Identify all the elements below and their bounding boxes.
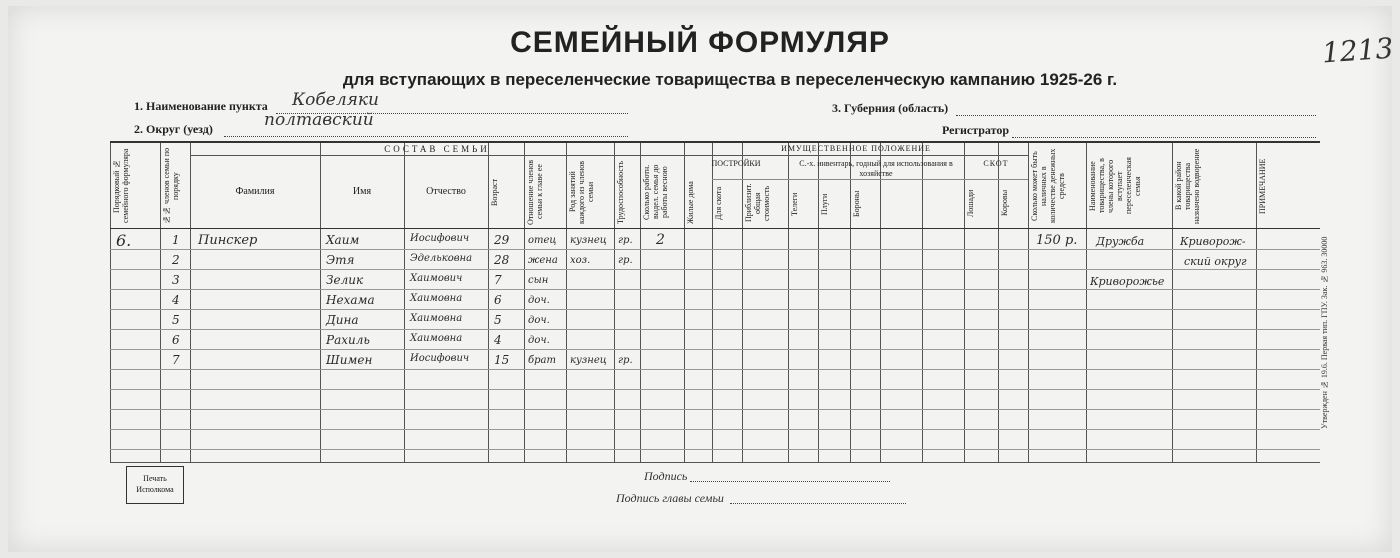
family-table bbox=[110, 141, 1320, 463]
field-province-label: 3. Губерния (область) bbox=[832, 101, 949, 115]
cell-order: 6. bbox=[116, 231, 132, 250]
header-carts: Телеги bbox=[790, 192, 799, 216]
cell-patronymic: Хаимовна bbox=[410, 333, 463, 344]
signature-line bbox=[690, 481, 890, 482]
cell-region: Криворож- bbox=[1180, 235, 1246, 248]
field-locality-value: Кобеляки bbox=[292, 90, 380, 110]
header-buildings: ПОСТРОЙКИ bbox=[711, 159, 761, 168]
header-partnership: Наименование товарищества, в члены которого вступает переселенческая семья bbox=[1088, 157, 1142, 215]
cell-region: ский округ bbox=[1184, 255, 1247, 268]
header-inventory: С.-х. инвентарь, годный для использования в хозяйстве bbox=[799, 159, 953, 178]
form-subtitle: для вступающих в переселенческие товарищества в переселенческую кампанию 1925-26 г. bbox=[342, 70, 1118, 89]
header-cash: Сколько может быть наличных в количестве денежных средств bbox=[1030, 148, 1066, 224]
header-region: В какой район товарищества назначено водворение bbox=[1174, 148, 1201, 224]
cell-relation: доч. bbox=[528, 315, 550, 326]
header-member-no: №№ членов семьи по порядку bbox=[162, 147, 180, 225]
cell-patronymic: Хаимович bbox=[410, 273, 463, 284]
cell-member-no: 4 bbox=[172, 293, 180, 307]
cell-member-no: 7 bbox=[172, 353, 180, 367]
field-registrar-label: Регистратор bbox=[942, 123, 1010, 137]
field-province bbox=[832, 101, 948, 116]
cell-patronymic: Хаимовна bbox=[410, 293, 463, 304]
header-relation: Отношение членов семьи к главе ее bbox=[526, 159, 544, 225]
header-cows: Коровы bbox=[1000, 189, 1009, 217]
header-horses: Лошади bbox=[966, 189, 975, 217]
cell-patronymic: Иосифович bbox=[410, 353, 470, 364]
cell-age: 29 bbox=[494, 233, 510, 247]
cell-name: Дина bbox=[326, 313, 359, 327]
cell-member-no: 1 bbox=[172, 233, 180, 247]
cell-age: 5 bbox=[494, 313, 502, 327]
cell-occupation: хоз. bbox=[570, 255, 591, 266]
cell-workers: 2 bbox=[656, 232, 665, 248]
cell-age: 6 bbox=[494, 293, 502, 307]
cell-name: Нехама bbox=[326, 293, 375, 307]
head-signature-line bbox=[730, 503, 906, 504]
cell-member-no: 6 bbox=[172, 333, 180, 347]
cell-patronymic: Иосифович bbox=[410, 233, 470, 244]
header-ploughs: Плуги bbox=[820, 193, 829, 215]
cell-occupation: кузнец bbox=[570, 235, 607, 246]
cell-ability: гр. bbox=[618, 355, 633, 366]
side-print-note: Утвержден № 19.6. Первая тип. ГПУ. Зак. № 963. 30000 bbox=[1320, 236, 1329, 430]
header-harrows: Бороны bbox=[852, 190, 861, 218]
cell-member-no: 3 bbox=[172, 273, 180, 287]
cell-partnership: Дружба bbox=[1096, 235, 1145, 248]
field-district bbox=[134, 110, 374, 137]
cell-cash: 150 р. bbox=[1036, 233, 1078, 248]
stamp-box: Печать Исполкома bbox=[126, 466, 184, 504]
header-occupation: Род занятий каждого из членов семьи bbox=[568, 160, 595, 224]
header-surname: Фамилия bbox=[235, 186, 275, 197]
header-livestock: СКОТ bbox=[983, 159, 1009, 168]
cell-relation: брат bbox=[528, 355, 556, 366]
cell-member-no: 2 bbox=[172, 253, 180, 267]
header-workers: Сколько работн. выдел. семья до работы весною bbox=[642, 164, 669, 220]
cell-ability: гр. bbox=[618, 235, 633, 246]
field-district-value: полтавский bbox=[264, 110, 374, 130]
cell-relation: сын bbox=[528, 275, 549, 286]
cell-relation: доч. bbox=[528, 295, 550, 306]
cell-member-no: 5 bbox=[172, 313, 180, 327]
header-value: Приблизит. общая стоимость bbox=[744, 183, 771, 223]
cell-age: 28 bbox=[494, 253, 510, 267]
cell-ability: гр. bbox=[618, 255, 633, 266]
field-registrar bbox=[942, 123, 1009, 138]
header-order-no: Порядковый № семейного формуляра bbox=[112, 148, 130, 224]
signature-label: Подпись bbox=[644, 469, 688, 483]
cell-age: 15 bbox=[494, 353, 510, 367]
field-district-label: 2. Округ (уезд) bbox=[134, 122, 213, 136]
header-note: ПРИМЕЧАНИЕ bbox=[1258, 158, 1267, 214]
cell-surname: Пинскер bbox=[198, 233, 258, 248]
header-age: Возраст bbox=[490, 178, 499, 206]
cell-name: Шимен bbox=[326, 353, 373, 367]
cell-relation: жена bbox=[528, 255, 558, 266]
cell-name: Этя bbox=[326, 253, 355, 267]
cell-name: Хаим bbox=[326, 233, 360, 247]
cell-relation: отец bbox=[528, 235, 557, 246]
cell-patronymic: Эдельковна bbox=[410, 253, 473, 264]
form-title: СЕМЕЙНЫЙ ФОРМУЛЯР bbox=[510, 26, 890, 59]
head-signature-label: Подпись главы семьи bbox=[616, 491, 724, 505]
header-family-group: СОСТАВ СЕМЬИ bbox=[384, 144, 490, 154]
header-house: Жилые дома bbox=[686, 181, 695, 225]
cell-age: 4 bbox=[494, 333, 502, 347]
cell-relation: доч. bbox=[528, 335, 550, 346]
cell-age: 7 bbox=[494, 273, 502, 287]
corner-number: 1213 bbox=[1320, 31, 1395, 70]
cell-partnership: Криворожье bbox=[1090, 275, 1165, 288]
header-property-group: ИМУЩЕСТВЕННОЕ ПОЛОЖЕНИЕ bbox=[781, 144, 931, 153]
cell-patronymic: Хаимовна bbox=[410, 313, 463, 324]
header-barns: Для скота bbox=[714, 186, 723, 220]
field-locality-label: 1. Наименование пункта bbox=[134, 99, 268, 113]
cell-name: Зелик bbox=[326, 273, 364, 287]
header-name: Имя bbox=[352, 186, 372, 197]
header-patronymic: Отчество bbox=[426, 186, 466, 197]
cell-occupation: кузнец bbox=[570, 355, 607, 366]
field-locality bbox=[134, 90, 380, 114]
header-ability: Трудоспособность bbox=[616, 160, 625, 224]
cell-name: Рахиль bbox=[326, 333, 370, 347]
